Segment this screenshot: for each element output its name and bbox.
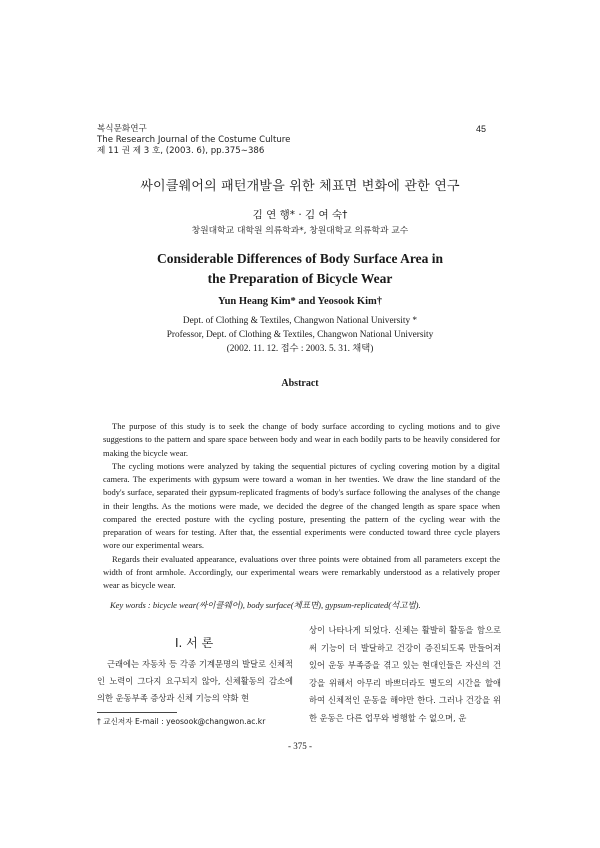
footnote: † 교신저자 E-mail : yeosook@changwon.ac.kr — [97, 717, 266, 726]
body-column-left — [97, 656, 293, 707]
paper-title-en — [0, 249, 600, 289]
header-page-number: 45 — [476, 124, 487, 134]
affiliation-en-1: Dept. of Clothing & Textiles, Changwon National University * — [182, 316, 418, 326]
journal-header — [97, 124, 290, 157]
abstract-paragraph-3: Regards their evaluated appearance, evaluations over three points were obtained from all parameters except the width of front armhole. Accordingly, our experimental wears were remarkably understood as a relatively proper wear as bicycle wear. — [103, 553, 500, 590]
body-column-right — [309, 622, 501, 728]
paper-title-ko: 싸이클웨어의 패턴개발을 위한 체표면 변화에 관한 연구 — [140, 179, 460, 194]
page-number: - 375 - — [288, 741, 312, 751]
footnote-divider — [97, 712, 177, 713]
journal-title-en: The Research Journal of the Costume Culture — [97, 135, 291, 145]
body-text-right: 상이 나타나게 되었다. 신체는 활발히 활동을 함으로써 기능이 더 발달하고 건강이 증진되도록 만들어져 있어 운동 부족증을 겪고 있는 현대인들은 자신의 건강을 위해서 아무리 바쁘더라도 별도의 시간을 할애하여 신체적인 운동을 해야만 한다. 그러나 건강을 위한 운동은 다른 업무와 병행할 수 없으며, 운 — [309, 625, 501, 723]
abstract-paragraph-2: The cycling motions were analyzed by taking the sequential pictures of cycling covering motion by a digital camera. The experiments with gypsum were toward a woman in her twenties. We draw the line standard of the body's surface, separated their gypsum-replicated fragments of body's surface following the analyses of the change in their lengths. As the motions were made, we decided the degree of the changed length as spare space when compared the erected posture with the cycling posture, presenting the pattern of the cycling wear with the preparation of wears for testing. After that, the essential experiments were conducted toward three cycle players wore our experimental wears. — [103, 460, 500, 551]
keywords: Key words : bicycle wear(싸이클웨어), body surface(체표면), gypsum-replicated(석고법). — [110, 600, 421, 610]
journal-issue: 제 11 권 제 3 호, (2003. 6), pp.375∼386 — [97, 146, 265, 156]
abstract-body — [103, 420, 500, 592]
abstract-paragraph-1: The purpose of this study is to seek the change of body surface according to cycling motions and to give suggestions to the pattern and spare space between body and wear in each bodily parts to be heavily considered for making the bicycle wear. — [103, 421, 500, 458]
body-text-left: 근래에는 자동차 등 각종 기계문명의 발달로 신체적인 노력이 그다지 요구되지 않아, 신체활동의 감소에 의한 운동부족 증상과 신체 기능의 약화 현 — [97, 659, 293, 703]
section-heading-introduction: Ⅰ. 서 론 — [175, 636, 214, 650]
abstract-heading: Abstract — [281, 378, 319, 389]
affiliation-ko: 창원대학교 대학원 의류학과*, 창원대학교 의류학과 교수 — [191, 226, 409, 236]
authors-ko: 김 연 행* · 김 여 숙† — [252, 209, 348, 221]
authors-en: Yun Heang Kim* and Yeosook Kim† — [217, 296, 383, 307]
paper-title-en-line2: the Preparation of Bicycle Wear — [207, 271, 393, 286]
affiliation-en-2: Professor, Dept. of Clothing & Textiles, Changwon National University — [166, 330, 434, 340]
received-accepted-dates: (2002. 11. 12. 접수 : 2003. 5. 31. 채택) — [226, 344, 374, 354]
journal-title-ko: 복식문화연구 — [97, 124, 147, 134]
affiliation-en — [0, 314, 600, 356]
paper-title-en-line1: Considerable Differences of Body Surface Area in — [157, 251, 443, 266]
